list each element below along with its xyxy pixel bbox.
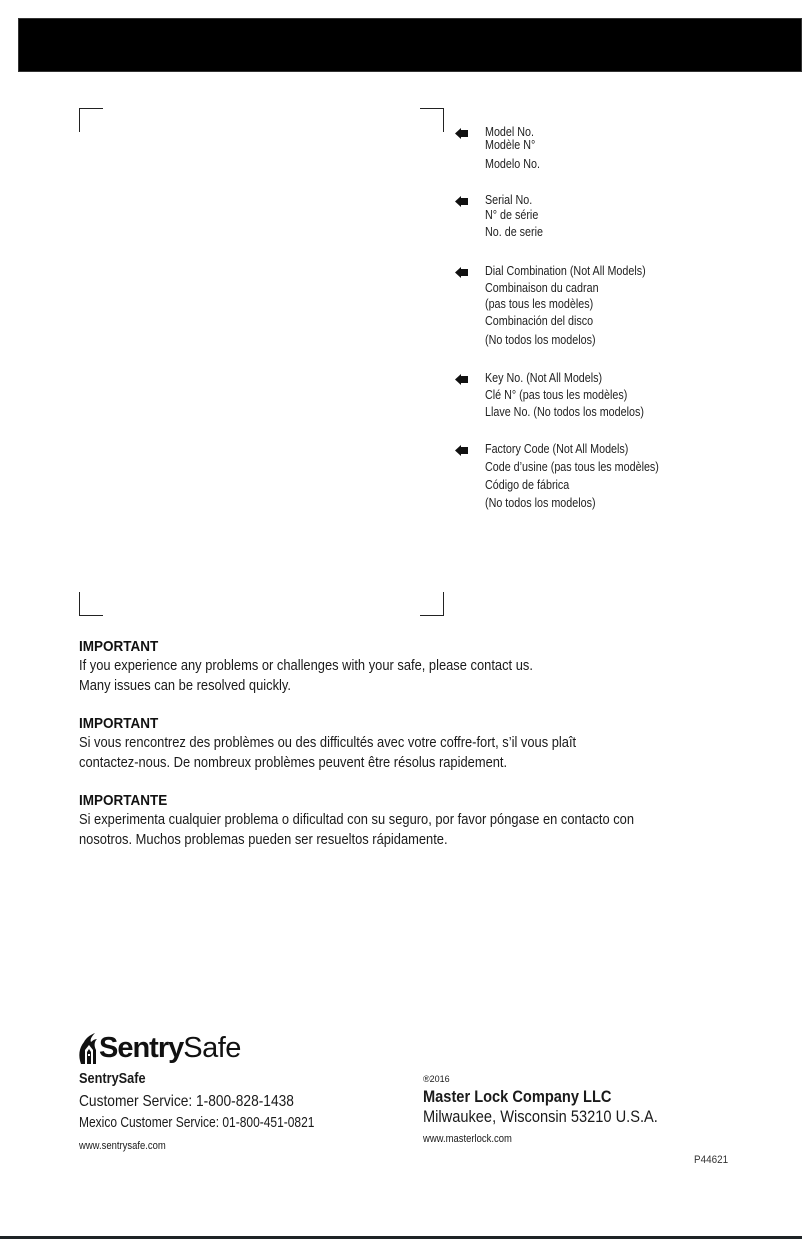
field-label-fr-note: (pas tous les modèles)	[485, 297, 594, 311]
corner-bracket-bottom-right	[420, 592, 444, 616]
field-serial-number	[455, 192, 795, 240]
sentrysafe-url[interactable]: www.sentrysafe.com	[79, 1140, 166, 1152]
sentrysafe-logo	[78, 1030, 241, 1064]
field-label-en: Dial Combination (Not All Models)	[485, 264, 646, 278]
arrow-left-icon	[455, 445, 468, 456]
field-label-fr: Modèle N°	[485, 138, 536, 152]
notice-french	[79, 715, 779, 773]
notice-spanish	[79, 792, 779, 850]
notice-body-line: Si vous rencontrez des problèmes ou des difficultés avec votre coffre-fort, s’il vous plaît	[79, 734, 577, 751]
notice-body-line: nosotros. Muchos problemas pueden ser resueltos rápidamente.	[79, 831, 448, 848]
field-label-es-note: (No todos los modelos)	[485, 333, 596, 347]
masterlock-contact	[423, 1073, 696, 1146]
arrow-left-icon	[455, 374, 468, 385]
notice-english	[79, 638, 779, 696]
corner-bracket-bottom-left	[79, 592, 103, 616]
notice-body-line: Si experimenta cualquier problema o dificultad con su seguro, por favor póngase en contacto con	[79, 811, 635, 828]
company-name: Master Lock Company LLC	[423, 1087, 612, 1106]
field-label-es-note: (No todos los modelos)	[485, 496, 596, 510]
field-label-fr: Clé N° (pas tous les modèles)	[485, 388, 628, 402]
arrow-left-icon	[455, 128, 468, 139]
customer-service-phone: Customer Service: 1-800-828-1438	[79, 1093, 294, 1110]
sentrysafe-flame-icon	[78, 1032, 98, 1064]
notice-title: IMPORTANT	[79, 715, 159, 732]
label-field-list	[455, 124, 795, 511]
masterlock-url[interactable]: www.masterlock.com	[423, 1133, 512, 1145]
field-label-es: Modelo No.	[485, 157, 540, 171]
field-model-number	[455, 124, 795, 172]
field-key-number	[455, 370, 795, 420]
notice-title: IMPORTANT	[79, 638, 159, 655]
arrow-left-icon	[455, 196, 468, 207]
field-label-es: No. de serie	[485, 225, 543, 239]
field-label-fr: Code d’usine (pas tous les modèles)	[485, 460, 659, 474]
notice-body-line: If you experience any problems or challenges with your safe, please contact us.	[79, 657, 533, 674]
field-label-en: Model No.	[485, 125, 535, 139]
field-dial-combination	[455, 263, 795, 348]
notice-body-line: Many issues can be resolved quickly.	[79, 677, 292, 694]
copyright: ®2016	[423, 1074, 450, 1084]
field-label-en: Serial No.	[485, 193, 533, 207]
field-factory-code	[455, 441, 795, 511]
brand-name: SentrySafe	[79, 1070, 146, 1087]
logo-wordmark: SentrySafe	[99, 1032, 241, 1064]
field-label-en: Key No. (Not All Models)	[485, 371, 603, 385]
field-label-es: Combinación del disco	[485, 314, 594, 328]
header-black-bar	[18, 18, 802, 72]
field-label-en: Factory Code (Not All Models)	[485, 442, 629, 456]
field-label-es: Llave No. (No todos los modelos)	[485, 405, 644, 419]
corner-bracket-top-left	[79, 108, 103, 132]
company-address: Milwaukee, Wisconsin 53210 U.S.A.	[423, 1107, 658, 1126]
part-number: P44621	[694, 1154, 729, 1166]
arrow-left-icon	[455, 267, 468, 278]
corner-bracket-top-right	[420, 108, 444, 132]
sentrysafe-contact	[79, 1070, 373, 1153]
notice-title: IMPORTANTE	[79, 792, 168, 809]
mexico-customer-service-phone: Mexico Customer Service: 01-800-451-0821	[79, 1114, 315, 1131]
field-label-fr: N° de série	[485, 208, 539, 222]
field-label-es: Código de fábrica	[485, 478, 570, 492]
field-label-fr: Combinaison du cadran	[485, 281, 599, 295]
notice-body-line: contactez-nous. De nombreux problèmes peuvent être résolus rapidement.	[79, 754, 508, 771]
